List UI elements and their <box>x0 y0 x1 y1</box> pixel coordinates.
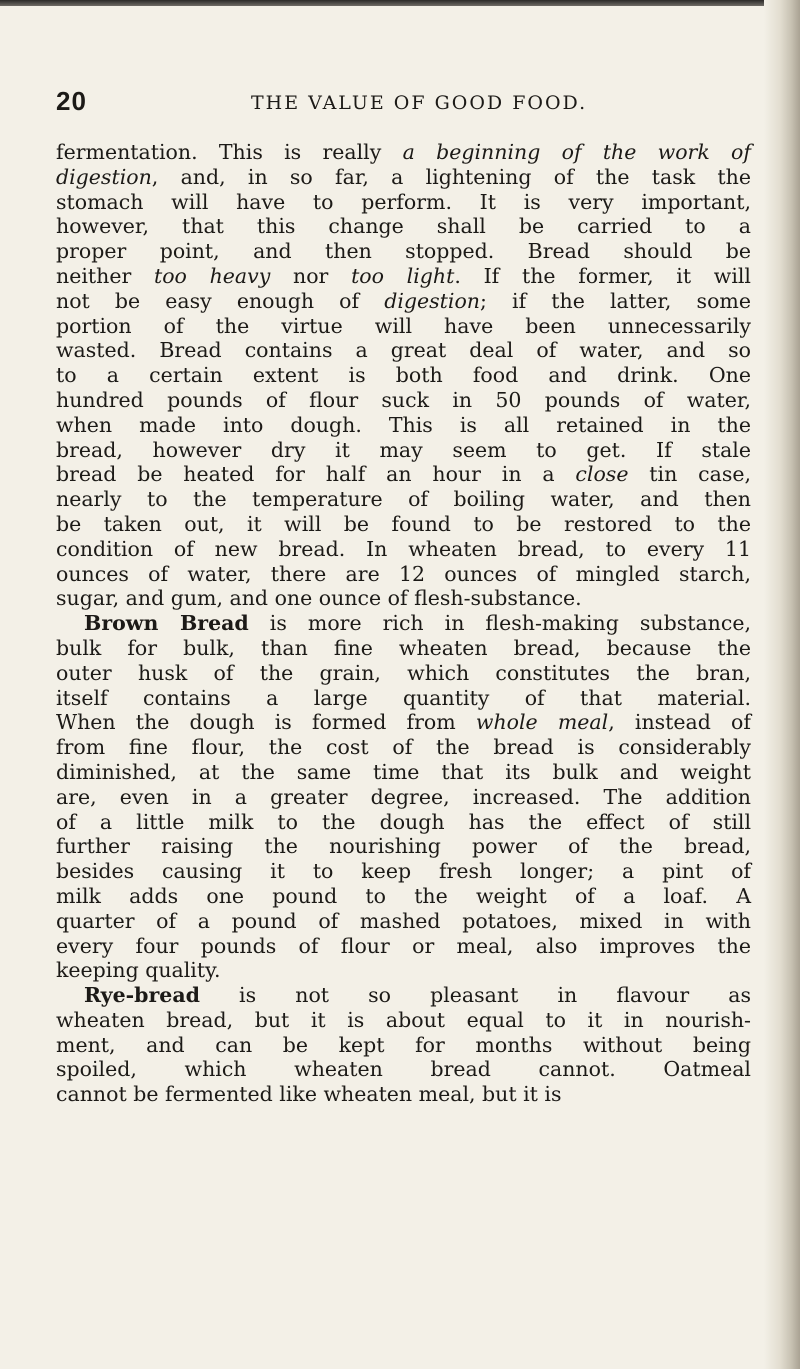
text-line: bulk for bulk, than fine wheaten bread, because the <box>56 635 751 660</box>
text-line: sugar, and gum, and one ounce of flesh-substance. <box>56 586 582 611</box>
text-line: diminished, at the same time that its bulk and weight <box>56 759 751 784</box>
page-number: 20 <box>56 86 87 116</box>
text-line: fermentation. This is really a beginning of the work of <box>56 140 751 164</box>
text-line: proper point, and then stopped. Bread should be <box>56 239 751 264</box>
text-line: outer husk of the grain, which constitutes the bran, <box>56 660 751 685</box>
page-binding-shadow <box>764 0 800 1369</box>
text-line: When the dough is formed from whole meal, instead of <box>56 710 751 735</box>
text-line: bread be heated for half an hour in a close tin case, <box>56 462 751 487</box>
text-line: however, that this change shall be carried to a <box>56 214 751 239</box>
text-line: ounces of water, there are 12 ounces of mingled starch, <box>56 561 751 586</box>
page-top-edge <box>0 0 800 6</box>
text-line: quarter of a pound of mashed potatoes, mixed in with <box>56 908 751 933</box>
text-line: of a little milk to the dough has the effect of still <box>56 809 751 834</box>
text-line: itself contains a large quantity of that material. <box>56 685 751 710</box>
text-line: keeping quality. <box>56 958 221 983</box>
text-line: every four pounds of flour or meal, also improves the <box>56 933 751 958</box>
text-line: are, even in a greater degree, increased. The addition <box>56 784 751 809</box>
text-line: milk adds one pound to the weight of a loaf. A <box>56 883 751 908</box>
text-line: when made into dough. This is all retained in the <box>56 412 751 437</box>
text-line: not be easy enough of digestion; if the latter, some <box>56 288 751 313</box>
running-head: THE VALUE OF GOOD FOOD. <box>251 92 588 114</box>
text-line: bread, however dry it may seem to get. If stale <box>56 437 751 462</box>
text-line: besides causing it to keep fresh longer; a pint of <box>56 859 751 884</box>
text-line: wasted. Bread contains a great deal of water, and so <box>56 338 751 363</box>
page-header <box>56 86 746 122</box>
text-line: from fine flour, the cost of the bread is considerably <box>56 735 751 760</box>
text-line: condition of new bread. In wheaten bread, to every 11 <box>56 536 751 561</box>
text-line: wheaten bread, but it is about equal to it in nourish- <box>56 1007 751 1032</box>
text-line: to a certain extent is both food and drink. One <box>56 363 751 388</box>
text-line: nearly to the temperature of boiling water, and then <box>56 487 751 512</box>
body-text <box>56 140 751 1107</box>
text-line: Brown Bread is more rich in flesh-making substance, <box>84 611 752 636</box>
text-line: spoiled, which wheaten bread cannot. Oatmeal <box>56 1057 751 1082</box>
text-line: further raising the nourishing power of the bread, <box>56 834 751 859</box>
text-line: Rye-bread is not so pleasant in flavour as <box>84 983 751 1008</box>
text-line: digestion, and, in so far, a lightening of the task the <box>56 164 751 189</box>
text-line: cannot be fermented like wheaten meal, but it is <box>56 1082 562 1107</box>
text-line: neither too heavy nor too light. If the former, it will <box>56 263 751 288</box>
text-line: hundred pounds of flour suck in 50 pounds of water, <box>56 387 751 412</box>
text-line: be taken out, it will be found to be restored to the <box>56 511 751 536</box>
text-line: ment, and can be kept for months without being <box>56 1032 751 1057</box>
text-line: portion of the virtue will have been unnecessarily <box>56 313 751 338</box>
text-line: stomach will have to perform. It is very important, <box>56 189 751 214</box>
